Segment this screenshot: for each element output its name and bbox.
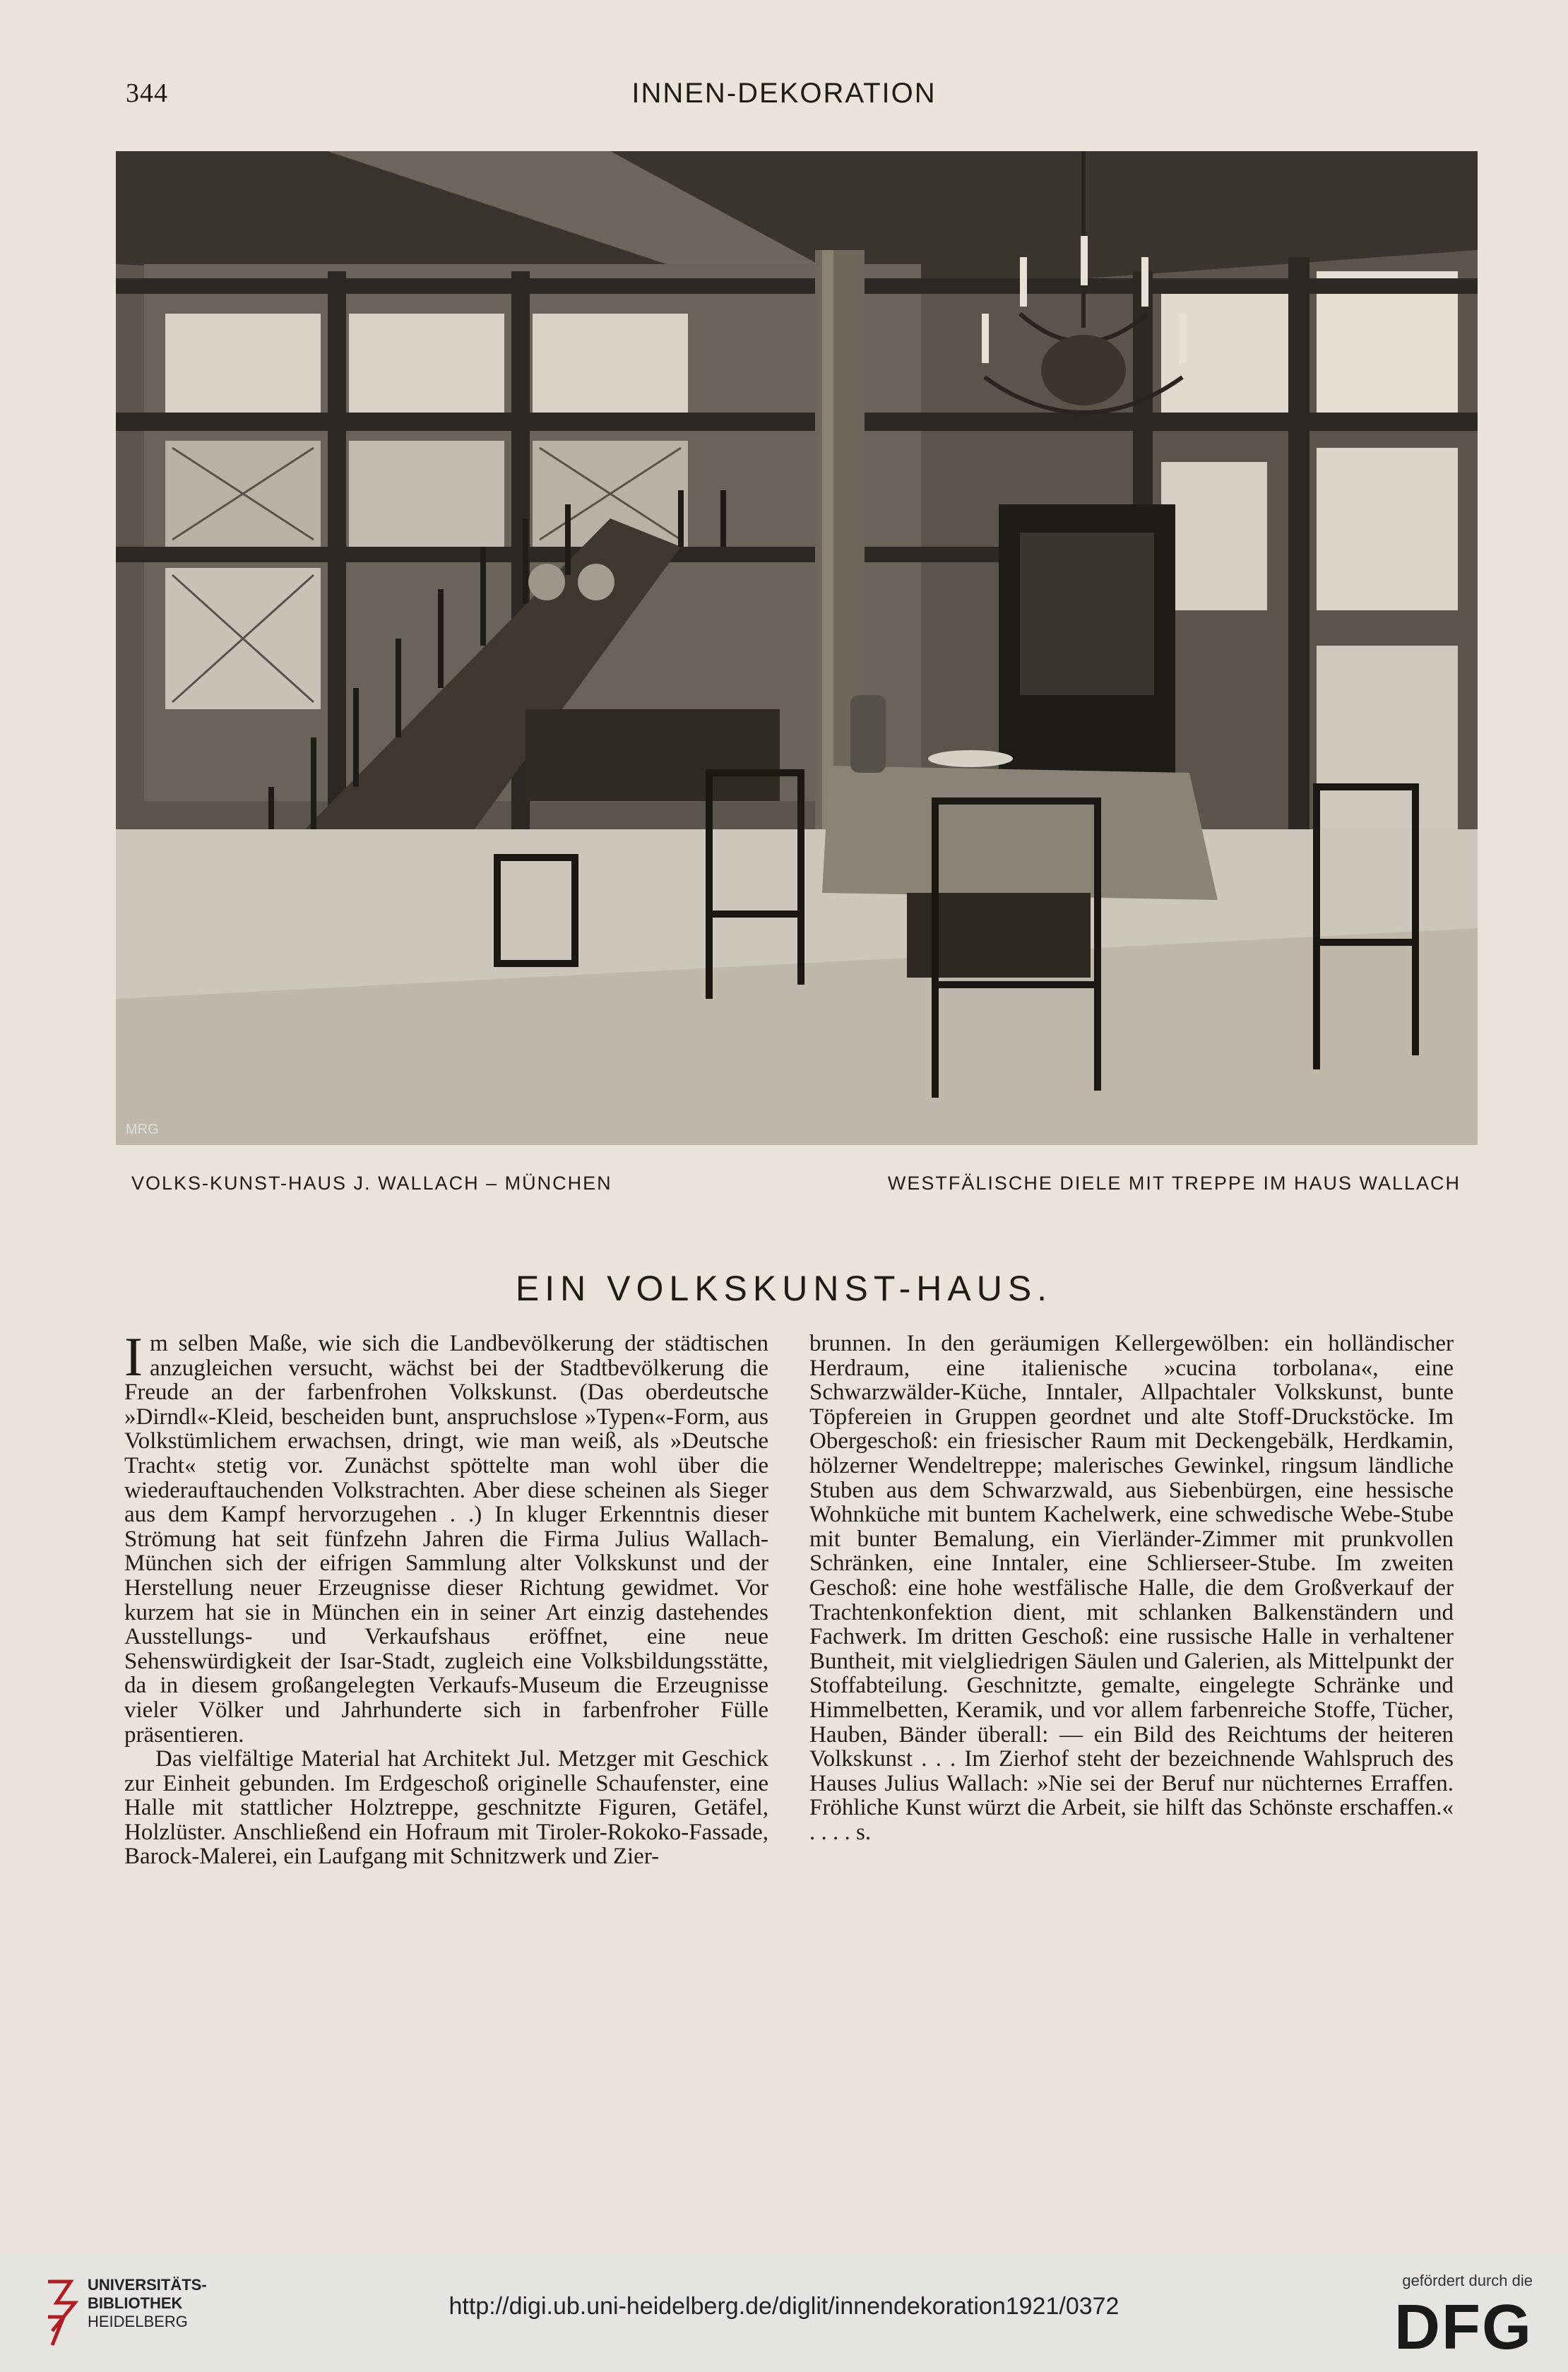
- library-name-line: BIBLIOTHEK: [88, 2294, 183, 2312]
- photo-captions: [0, 1173, 1568, 1201]
- interior-photograph: [116, 151, 1478, 1145]
- article-title: EIN VOLKSKUNST-HAUS.: [515, 1269, 1053, 1308]
- library-name-line: UNIVERSITÄTS-: [88, 2276, 207, 2294]
- caption-left: VOLKS-KUNST-HAUS J. WALLACH – MÜNCHEN: [131, 1173, 612, 1194]
- left-column: [124, 1326, 768, 1870]
- page-number: 344: [126, 78, 168, 108]
- running-head: [0, 78, 1568, 120]
- funding-note: gefördert durch die: [1402, 2272, 1533, 2289]
- photographer-mark: MRG: [126, 1122, 159, 1137]
- dfg-logo[interactable]: DFG: [1394, 2292, 1533, 2363]
- article-body: [124, 1326, 1466, 2073]
- drop-cap: I: [124, 1326, 143, 1387]
- viewer-footer: [0, 2253, 1568, 2372]
- paragraph: [124, 1326, 768, 1748]
- paragraph-text: m selben Maße, wie sich die Landbevölkerung der städtischen anzugleichen versucht, wächst bei der Stadtbevölkerung die Freude an der farbenfrohen Volkskunst. (Das oberdeutsche »Dirndl«-Kleid, bescheiden bunt, anspruchslose »Typen«-Form, aus Volkstümlichem erwachsen, dringt, wie man weiß, als »Deutsche Tracht« stetig vor. Zunächst spöttelte man wohl über die wiederauftauchenden Volkstrachten. Aber diese scheinen als Sieger aus dem Kampf hervorzugehen . .) In kluger Erkenntnis dieser Strömung hat seit fünfzehn Jahren die Firma Julius Wallach-München sich der eifrigen Sammlung alter Volkskunst und der Herstellung neuer Erzeugnisse dieser Richtung gewidmet. Vor kurzem hat sie in München ein in seiner Art einzig dastehendes Ausstellungs- und Verkaufshaus eröffnet, eine neue Sehenswürdigkeit der Isar-Stadt, zugleich eine Volksbildungsstätte, da in diesem großangelegten Verkaufs-Museum die Erzeugnisse vieler Völker und Jahrhunderte sich in farbenfroher Fülle präsentieren.: [124, 1331, 768, 1748]
- permalink-url[interactable]: http://digi.ub.uni-heidelberg.de/diglit/innendekoration1921/0372: [449, 2293, 1119, 2320]
- paragraph: brunnen. In den geräumigen Kellergewölben: ein holländischer Herdraum, eine italienische »cucina torbolana«, eine Schwarzwälder-Küche, Inntaler, Allpachtaler Volkskunst, bunte Töpfereien in Gruppen geordnet und alte Stoff-Druckstöcke. Im Obergeschoß: ein friesischer Raum mit Deckengebälk, Herdkamin, hölzerner Wendeltreppe; malerisches Gewinkel, ringsum ländliche Stuben aus dem Schwarzwald, aus Siebenbürgen, eine hessische Wohnküche mit buntem Kachelwerk, eine schwedische Webe-Stube mit bunter Bemalung, ein Vierländer-Zimmer mit prunkvollen Schränken, eine Inntaler, eine Schlierseer-Stube. Im zweiten Geschoß: eine hohe westfälische Halle, die dem Großverkauf der Trachtenkonfektion dient, mit schlanken Balkenständern und Fachwerk. Im dritten Geschoß: eine russische Halle in verhaltener Buntheit, mit vielgliedrigen Säulen und Galerien, als Mittelpunkt der Stoffabteilung. Geschnitzte, gemalte, eingelegte Schränke und Himmelbetten, Keramik, und vor allem farbenreiche Stoffe, Tücher, Hauben, Bänder überall: — ein Bild des Reichtums der heiteren Volkskunst . . . Im Zierhof steht der bezeichnende Wahlspruch des Hauses Julius Wallach: »Nie sei der Beruf nur nüchternes Erraffen. Fröhliche Kunst würzt die Arbeit, sie hilft das Schönste erschaffen.« . . . . s.: [809, 1331, 1454, 1845]
- caption-right: WESTFÄLISCHE DIELE MIT TREPPE IM HAUS WALLACH: [887, 1173, 1461, 1194]
- paragraph: Das vielfältige Material hat Architekt Jul. Metzger mit Geschick zur Einheit gebunden. Im Erdgeschoß originelle Schaufenster, eine Halle mit stattlicher Holztreppe, geschnitzte Figuren, Getäfel, Holzlüster. Anschließend ein Hofraum mit Tiroler-Rokoko-Fassade, Barock-Malerei, ein Laufgang mit Schnitzwerk und Zier-: [124, 1746, 768, 1870]
- right-column: [809, 1332, 1454, 1844]
- library-name-line: HEIDELBERG: [88, 2313, 188, 2330]
- hall-illustration: [116, 151, 1478, 1145]
- journal-title: INNEN-DEKORATION: [631, 78, 937, 109]
